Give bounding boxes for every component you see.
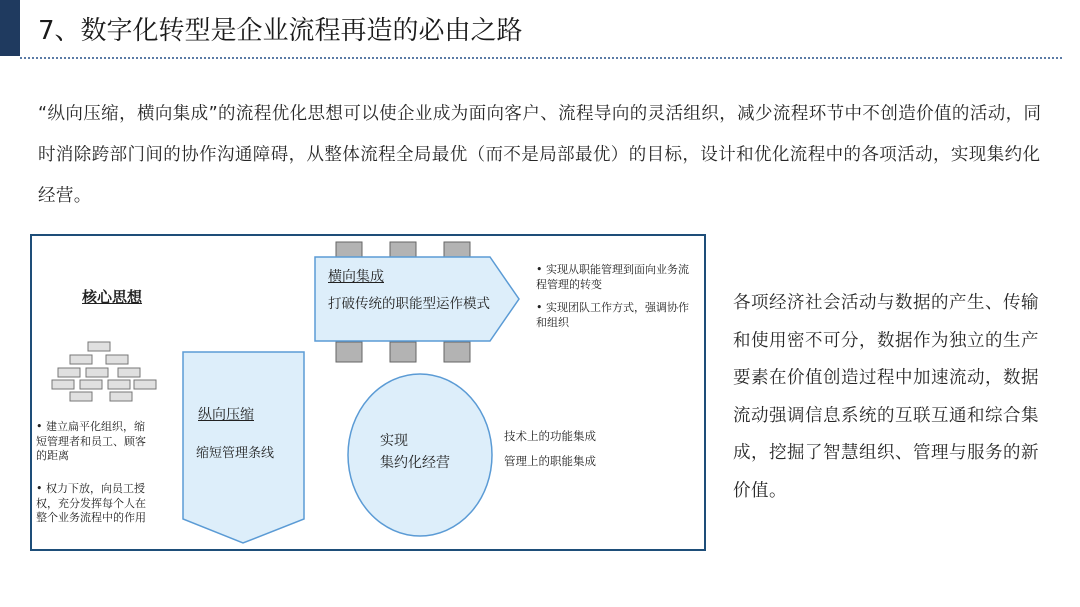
horizontal-integration-title: 横向集成 bbox=[328, 269, 384, 285]
page-title: 7、数字化转型是企业流程再造的必由之路 bbox=[38, 16, 523, 46]
core-bullet: • 建立扁平化组织，缩短管理者和员工、顾客的距离 bbox=[36, 420, 146, 462]
horizontal-bullet: • 实现从职能管理到面向业务流程管理的转变 bbox=[536, 263, 689, 291]
title-accent-bar bbox=[0, 0, 20, 56]
side-paragraph: 各项经济社会活动与数据的产生、传输和使用密不可分，数据作为独立的生产要素在价值创造过程中加速流动，数据流动强调信息系统的互联互通和综合集成，挖掘了智慧组织、管理与服务的新价值。 bbox=[733, 293, 1039, 501]
intro-paragraph: “纵向压缩，横向集成”的流程优化思想可以使企业成为面向客户、流程导向的灵活组织，减少流程环节中不创造价值的活动，同时消除跨部门间的协作沟通障碍，从整体流程全局最优（而不是局部最优）的目标，设计和优化流程中的各项活动，实现集约化经营。 bbox=[38, 104, 1042, 206]
title-divider bbox=[20, 57, 1062, 59]
process-diagram bbox=[30, 234, 706, 551]
org-chart-icon bbox=[50, 340, 160, 402]
intensive-management-label: 实现 集约化经营 bbox=[380, 433, 450, 471]
vertical-compression-title: 纵向压缩 bbox=[198, 407, 254, 423]
integration-item: 技术上的功能集成 bbox=[504, 429, 596, 443]
horizontal-integration-subtitle: 打破传统的职能型运作模式 bbox=[328, 296, 490, 312]
vertical-compression-subtitle: 缩短管理条线 bbox=[196, 446, 275, 461]
integration-item: 管理上的职能集成 bbox=[504, 454, 596, 468]
core-idea-title: 核心思想 bbox=[82, 288, 143, 306]
core-bullet: • 权力下放，向员工授权，充分发挥每个人在整个业务流程中的作用 bbox=[36, 482, 146, 524]
horizontal-bullet: • 实现团队工作方式，强调协作和组织 bbox=[536, 301, 689, 329]
